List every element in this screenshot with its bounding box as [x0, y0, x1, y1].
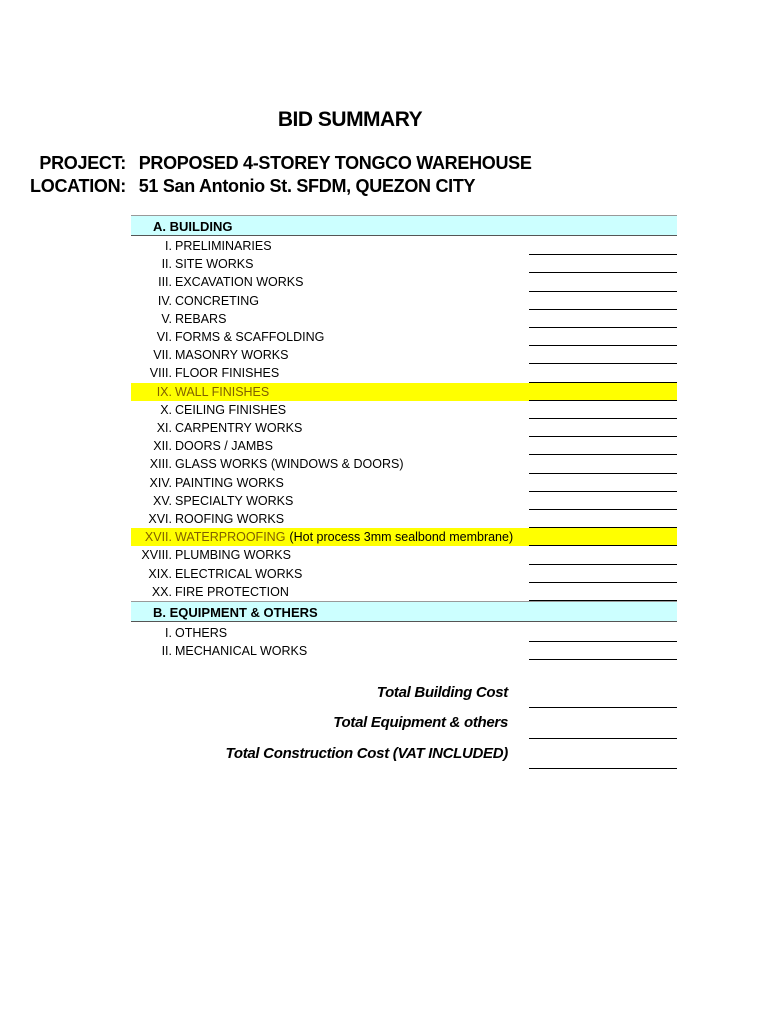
line-item-title: REBARS [175, 311, 227, 326]
line-item-description [175, 624, 227, 642]
line-item-number: XV. [152, 493, 172, 508]
line-item-description [175, 492, 293, 510]
total-building-cost-label: Total Building Cost [376, 684, 508, 701]
line-item-title: MASONRY WORKS [175, 348, 289, 363]
line-item-number: IV. [157, 293, 172, 308]
line-item-number: XX. [151, 584, 172, 599]
location-value: 51 San Antonio St. SFDM, QUEZON CITY [138, 176, 476, 196]
line-item [131, 346, 677, 364]
page-title: BID SUMMARY [277, 108, 423, 131]
line-item [131, 474, 677, 492]
line-item-number: VII. [153, 348, 172, 363]
project-row [0, 153, 532, 174]
line-item-number: XIX. [148, 566, 172, 581]
line-item-description [175, 455, 404, 473]
line-item-description [175, 346, 288, 364]
line-item-description [175, 642, 307, 660]
line-item-number: XIV. [149, 475, 172, 490]
line-item [131, 455, 677, 473]
line-item [131, 364, 677, 382]
line-item-title: WATERPROOFING [175, 530, 286, 545]
line-item-title: OTHERS [175, 626, 228, 640]
line-item-number: XVIII. [141, 548, 172, 563]
project-label: PROJECT: [39, 153, 126, 173]
line-item-amount-field [529, 659, 677, 660]
line-item [131, 255, 677, 273]
line-item-description [175, 364, 279, 382]
line-item-description [175, 546, 291, 564]
line-item [131, 383, 677, 401]
line-item-number: IX. [156, 384, 172, 399]
line-item-title: PRELIMINARIES [175, 239, 272, 253]
line-item-description [175, 583, 289, 601]
line-item [131, 328, 677, 346]
line-item-title: CONCRETING [175, 293, 260, 308]
line-item-number: XIII. [149, 457, 172, 472]
line-item [131, 437, 677, 455]
line-item-number: I. [165, 626, 172, 640]
total-equipment-label: Total Equipment & others [333, 714, 508, 731]
line-item-number: V. [161, 311, 172, 326]
line-item-number: X. [160, 402, 172, 417]
section-equipment-header [131, 601, 677, 622]
line-item-title: EXCAVATION WORKS [175, 275, 304, 290]
line-item-number: XII. [153, 439, 172, 454]
line-item [131, 642, 677, 660]
line-item-description [175, 474, 284, 492]
line-item-number: XVII. [144, 530, 172, 545]
line-item-description [175, 437, 273, 455]
line-item-description [175, 401, 286, 419]
line-item [131, 273, 677, 291]
project-value: PROPOSED 4-STOREY TONGCO WAREHOUSE [138, 153, 532, 173]
line-item-number: XVI. [148, 512, 172, 526]
line-item-description [175, 255, 253, 273]
line-item-title: PAINTING WORKS [175, 475, 284, 490]
line-item-title: ROOFING WORKS [175, 512, 285, 526]
section-equipment-title: B. EQUIPMENT & OTHERS [153, 605, 318, 620]
line-item-note: (Hot process 3mm sealbond membrane) [289, 530, 514, 545]
total-building-cost-field [529, 707, 677, 708]
line-item [131, 565, 677, 583]
total-construction-cost-label: Total Construction Cost (VAT INCLUDED) [225, 745, 508, 762]
line-item-description [175, 328, 324, 346]
line-item-title: WALL FINISHES [175, 384, 270, 399]
line-item-title: ELECTRICAL WORKS [175, 566, 303, 581]
location-label: LOCATION: [30, 176, 126, 196]
line-item [131, 583, 677, 601]
line-item-number: VI. [156, 330, 172, 344]
total-construction-cost-field [529, 768, 677, 769]
line-item-number: I. [165, 239, 172, 253]
line-item-title: MECHANICAL WORKS [175, 644, 308, 659]
line-item [131, 419, 677, 437]
line-item-number: II. [161, 644, 172, 659]
line-item-number: XI. [156, 421, 172, 435]
line-item-description [175, 419, 302, 437]
line-item [131, 528, 677, 546]
line-item-title: SITE WORKS [175, 257, 254, 272]
line-item-title: PLUMBING WORKS [175, 548, 291, 563]
line-item-description [175, 292, 259, 310]
line-item [131, 492, 677, 510]
line-item-description [175, 565, 302, 583]
line-item-description [175, 528, 513, 546]
line-item-description [175, 383, 269, 401]
line-item-description [175, 237, 272, 255]
total-equipment-field [529, 738, 677, 739]
line-item-title: DOORS / JAMBS [175, 439, 273, 454]
section-building-header [131, 215, 677, 236]
line-item-description [175, 510, 284, 528]
line-item-title: GLASS WORKS (WINDOWS & DOORS) [175, 457, 404, 472]
line-item-description [175, 273, 304, 291]
line-item-title: FIRE PROTECTION [175, 584, 289, 599]
line-item [131, 292, 677, 310]
line-item [131, 237, 677, 255]
line-item-number: III. [158, 275, 172, 290]
line-item [131, 624, 677, 642]
line-item [131, 510, 677, 528]
line-item [131, 310, 677, 328]
line-item [131, 401, 677, 419]
line-item-title: SPECIALTY WORKS [175, 493, 294, 508]
line-item-number: II. [161, 257, 172, 272]
line-item-title: FORMS & SCAFFOLDING [175, 330, 325, 344]
line-item-title: CARPENTRY WORKS [175, 421, 303, 435]
line-item-title: CEILING FINISHES [175, 402, 287, 417]
line-item-title: FLOOR FINISHES [175, 366, 280, 381]
location-row [0, 176, 475, 197]
line-item [131, 546, 677, 564]
section-building-title: A. BUILDING [153, 219, 233, 234]
line-item-number: VIII. [149, 366, 172, 381]
line-item-description [175, 310, 226, 328]
